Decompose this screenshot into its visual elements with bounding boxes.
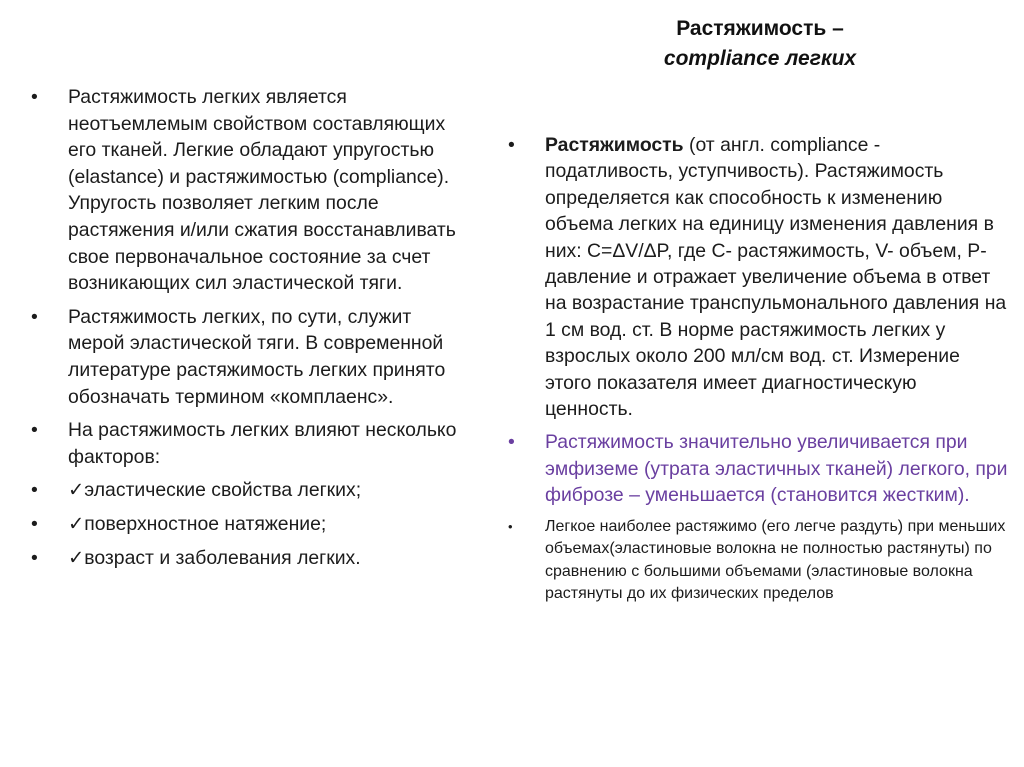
left-bullet-factors-intro: • На растяжимость легких влияют несколько факторов: <box>31 417 461 470</box>
left-bullet-measure: • Растяжимость легких, по сути, служит мерой эластической тяги. В современной литературе растяжимость легких принято обозначать термином «комплаенс». <box>31 304 461 410</box>
right-bullet-emphysema-fibrosis: • Растяжимость значительно увеличивается при эмфиземе (утрата эластичных тканей) легкого, при фиброзе – уменьшается (становится жестким). <box>508 429 1008 508</box>
slide-title-line2: compliance легких <box>663 47 857 70</box>
left-bullet-factor-age-disease: • ✓возраст и заболевания легких. <box>31 545 461 572</box>
left-bullet-list <box>31 84 461 578</box>
left-bullet-factor-surface-tension: • ✓поверхностное натяжение; <box>31 511 461 538</box>
slide-title <box>560 14 960 74</box>
compliance-definition-text: (от англ. compliance - податливость, уступчивость). Растяжимость определяется как способность к изменению объема легких на единицу изменения давления в них: C=ΔV/ΔP, где C- растяжимость, V- объем, P- давление и отражает увеличение объема в ответ на возрастание транспульмонального давления на 1 см вод. ст. В норме растяжимость легких у взрослых около 200 мл/см вод. ст. Измерение этого показателя имеет диагностическую ценность. <box>545 134 1007 421</box>
right-bullet-list <box>508 132 1008 612</box>
left-bullet-factor-elastic: • ✓эластические свойства легких; <box>31 477 461 504</box>
right-bullet-compliance-definition <box>508 132 1008 422</box>
left-bullet-definition: • Растяжимость легких является неотъемлемым свойством составляющих его тканей. Легкие обладают упругостью (elastance) и растяжимостью (compliance). Упругость позволяет легким после растяжения и/или сжатия восстанавливать свое первоначальное состояние за счет возникающих сил эластической тяги. <box>31 84 461 297</box>
slide-title-line1: Растяжимость – <box>676 17 844 40</box>
compliance-term: Растяжимость <box>545 134 684 156</box>
right-bullet-volume-note: • Легкое наиболее растяжимо (его легче раздуть) при меньших объемах(эластиновые волокна не полностью растянуты) по сравнению с большими объемами (эластиновые волокна растянуты до их физических пределов <box>508 516 1008 606</box>
